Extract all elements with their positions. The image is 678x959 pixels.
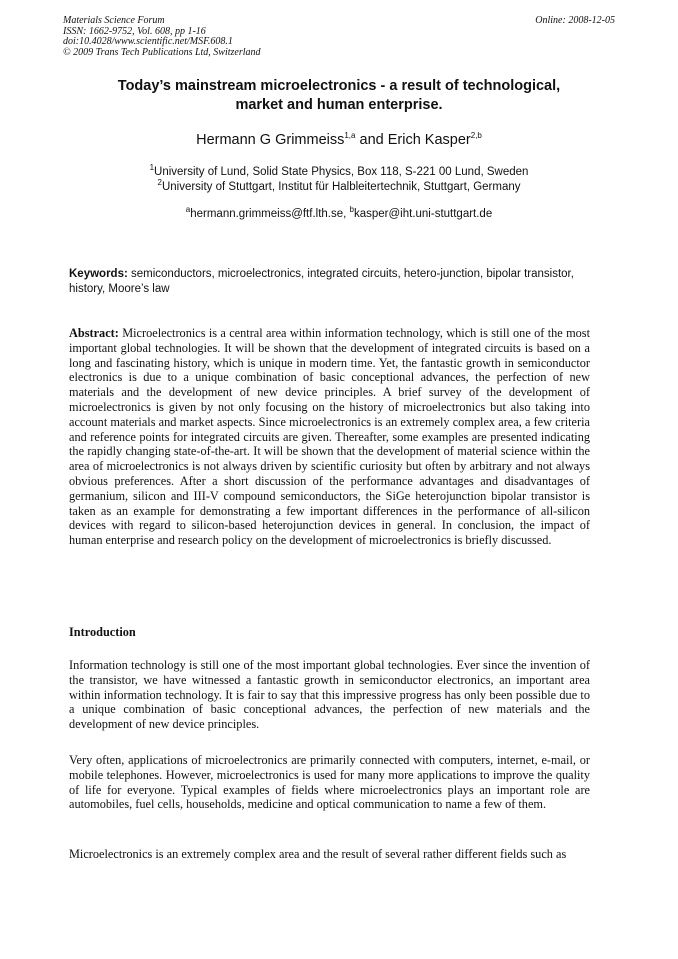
introduction-paragraph-3: Microelectronics is an extremely complex area and the result of several rather different fields such as	[69, 847, 567, 861]
copyright-line: © 2009 Trans Tech Publications Ltd, Switzerland	[63, 46, 261, 58]
introduction-heading: Introduction	[69, 625, 136, 639]
issn-line: ISSN: 1662-9752, Vol. 608, pp 1-16	[63, 25, 206, 37]
author-2: Erich Kasper	[387, 132, 471, 148]
abstract-section	[69, 326, 590, 548]
affiliation-1-sup: 1	[149, 163, 155, 173]
author-emails	[68, 207, 610, 221]
author-2-sup: 2,b	[470, 131, 482, 141]
author-1-sup: 1,a	[344, 131, 356, 141]
abstract-label: Abstract:	[69, 326, 119, 340]
keywords-label: Keywords:	[69, 268, 128, 280]
paper-title	[68, 77, 610, 114]
online-date: Online: 2008-12-05	[535, 15, 615, 26]
email-a-sup: a	[185, 205, 191, 215]
email-b-sup: b	[349, 205, 354, 215]
author-1: Hermann G Grimmeiss	[196, 132, 345, 148]
title-line-2: market and human enterprise.	[235, 96, 443, 113]
abstract-text: Microelectronics is a central area within information technology, which is still one of the most important global technologies. It will be shown that the development of integrated circuits is based on a long and fascinating history, which is unique in modern time. Yet, the fantastic growth in semiconductor electronics is due to a unique combination of basic conceptional advances, the perfection of new materials and the development of new device principles. A brief survey of the development of microelectronics is given by not only focusing on the history of microelectronics but also taking into account materials and market aspects. Since microelectronics is an extremely complex area, a few criteria and reference points for integrated circuits are given. Thereafter, some examples are presented indicating the rapidly changing state-of-the-art. It will be shown that the development of material science within the area of microelectronics is not always driven by scientific curiosity but often by arbitrary and not always obvious preferences. After a short discussion of the performance advantages and disadvantages of germanium, silicon and III-V compound semiconductors, the SiGe heterojunction bipolar transistor is taken as an example for demonstrating a few important differences in the performance of all-silicon devices with regard to silicon-based heterojunction devices in general. In conclusion, the impact of human enterprise and research policy on the development of microelectronics is briefly discussed.	[69, 326, 590, 548]
affiliation-2-text: University of Stuttgart, Institut für Halbleitertechnik, Stuttgart, Germany	[161, 180, 521, 193]
affiliation-2	[68, 177, 610, 195]
journal-name: Materials Science Forum	[63, 15, 165, 26]
introduction-paragraph-1: Information technology is still one of the most important global technologies. Ever since the invention of the transistor, we have witnessed a fantastic growth in semiconductor electronics, an important area within information technology. It is fair to say that this impressive progress has only been possible due to a unique combination of basic conceptional advances, the perfection of new materials and the development of new device principles.	[69, 658, 590, 732]
author-list	[68, 131, 610, 149]
author-conjunction: and	[355, 132, 388, 148]
title-line-1: Today’s mainstream microelectronics - a result of technological,	[117, 78, 561, 94]
keywords-text: semiconductors, microelectronics, integrated circuits, hetero-junction, bipolar transistor, history, Moore’s law	[69, 268, 574, 295]
email-a: hermann.grimmeiss@ftf.lth.se,	[190, 208, 350, 220]
affiliation-1-text: University of Lund, Solid State Physics, Box 118, S-221 00 Lund, Sweden	[154, 166, 529, 178]
introduction-paragraph-2: Very often, applications of microelectronics are primarily connected with computers, internet, e-mail, or mobile telephones. However, microelectronics is used for many more applications to improve the quality of life for everyone. Typical examples of fields where microelectronics plays an important role are automobiles, fuel cells, households, medicine and optical communication to name a few of them.	[69, 753, 590, 812]
affiliations	[68, 165, 610, 194]
doi-line: doi:10.4028/www.scientific.net/MSF.608.1	[63, 36, 233, 47]
keywords-section	[69, 267, 589, 296]
email-b: kasper@iht.uni-stuttgart.de	[353, 208, 493, 220]
affiliation-2-sup: 2	[157, 177, 162, 187]
affiliation-1	[68, 165, 610, 180]
journal-header	[63, 16, 615, 58]
